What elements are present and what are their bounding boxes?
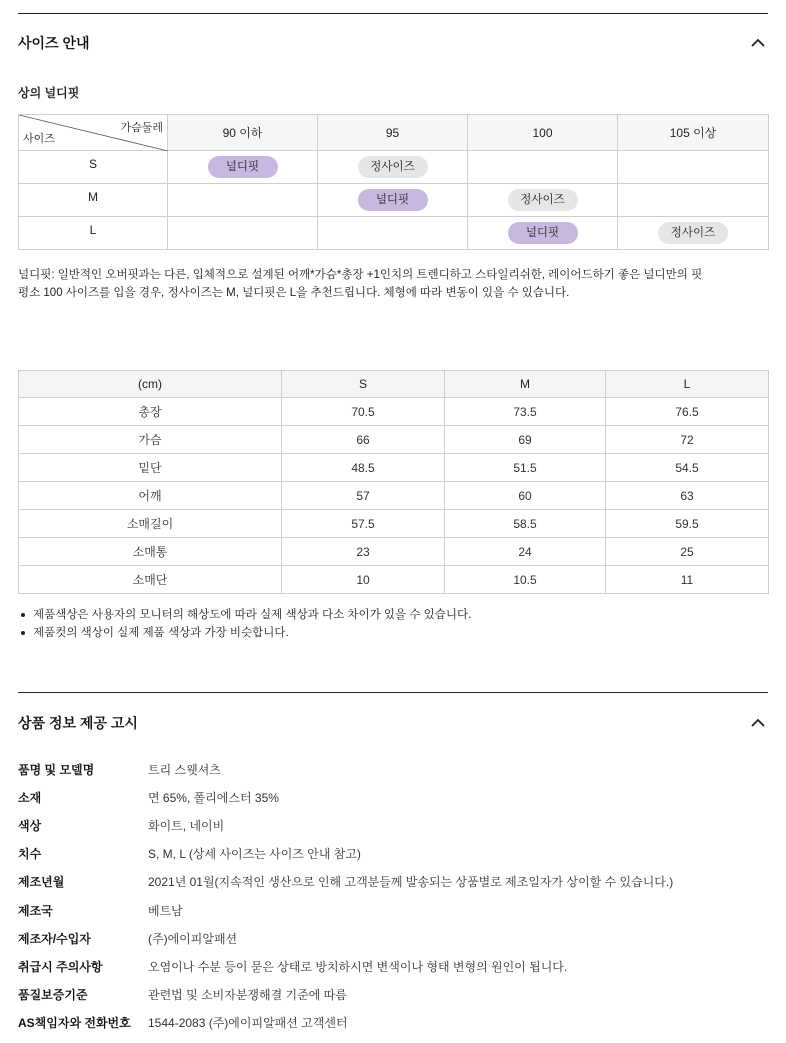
measure-label: 밑단 [19,454,282,482]
fit-col-header: 105 이상 [618,115,769,151]
info-value: (주)에이피알패션 [148,931,238,946]
table-row [19,184,769,217]
table-row [19,398,769,426]
fit-col-header: 90 이하 [168,115,318,151]
size-guide-header[interactable] [18,13,768,71]
fit-cell [468,151,618,184]
measure-col-header: L [606,371,769,398]
chevron-up-icon[interactable] [748,33,768,53]
measure-value: 48.5 [282,454,445,482]
fit-cell [468,217,618,250]
product-info-list [18,755,768,1037]
info-row [18,1009,768,1037]
info-label: AS책임자와 전화번호 [18,1016,131,1031]
measure-value: 73.5 [445,398,606,426]
fit-row-size: S [19,151,168,184]
table-row [19,217,769,250]
info-label: 소재 [18,790,42,805]
info-value: 오염이나 수분 등이 묻은 상태로 방치하시면 변색이나 형태 변형의 원인이 됩니다. [148,959,568,974]
fit-note-line1: 널디핏: 일반적인 오버핏과는 다른, 입체적으로 설계된 어깨*가슴*총장 +1인치의 트렌디하고 스타일리쉬한, 레이어드하기 좋은 널디만의 핏 [18,269,703,281]
measure-label: 가슴 [19,426,282,454]
list-item: 제품색상은 사용자의 모니터의 해상도에 따라 실제 색상과 다소 차이가 있을 수 있습니다. [18,606,768,624]
info-label: 색상 [18,818,42,833]
table-row [19,510,769,538]
info-label: 치수 [18,847,42,862]
measure-value: 51.5 [445,454,606,482]
table-row [19,566,769,594]
fit-cell [618,151,769,184]
measure-value: 25 [606,538,769,566]
fit-cell [318,151,468,184]
info-row [18,783,768,811]
fit-row-size: M [19,184,168,217]
info-value: 면 65%, 폴리에스터 35% [148,790,279,805]
info-value: 화이트, 네이비 [148,818,225,833]
info-value: 베트남 [148,903,183,918]
measure-value: 76.5 [606,398,769,426]
fit-cell [618,184,769,217]
measure-value: 60 [445,482,606,510]
measure-table [18,370,769,594]
fit-table [18,114,769,250]
measure-value: 70.5 [282,398,445,426]
info-row [18,755,768,783]
regular-size-badge: 정사이즈 [508,189,578,211]
fit-col-header: 95 [318,115,468,151]
fit-note-line2: 평소 100 사이즈를 입을 경우, 정사이즈는 M, 널디핏은 L을 추천드립니다. 체형에 따라 변동이 있을 수 있습니다. [18,287,570,299]
measure-label: 소매단 [19,566,282,594]
loose-fit-badge: 널디핏 [358,189,428,211]
fit-table-corner [19,115,168,151]
info-row [18,952,768,980]
regular-size-badge: 정사이즈 [358,156,428,178]
measure-value: 57.5 [282,510,445,538]
measure-value: 57 [282,482,445,510]
corner-chest-label: 가슴둘레 [120,122,163,134]
product-info-section [18,692,768,752]
info-value: 2021년 01월(지속적인 생산으로 인해 고객분들께 발송되는 상품별로 제조일자가 상이할 수 있습니다.) [148,875,674,890]
fit-cell [168,184,318,217]
info-value: 관련법 및 소비자분쟁해결 기준에 따름 [148,988,347,1003]
list-item: 제품컷의 색상이 실제 제품 색상과 가장 비슷합니다. [18,624,768,642]
product-info-header[interactable] [18,692,768,752]
product-info-title: 상품 정보 제공 고시 [18,714,138,731]
info-label: 제조자/수입자 [18,931,91,946]
table-row [19,482,769,510]
loose-fit-badge: 널디핏 [508,222,578,244]
measure-col-header: M [445,371,606,398]
measure-value: 10.5 [445,566,606,594]
measure-value: 11 [606,566,769,594]
info-label: 품질보증기준 [18,988,88,1003]
measure-col-header: (cm) [19,371,282,398]
measure-value: 10 [282,566,445,594]
table-row [19,151,769,184]
measure-label: 소매길이 [19,510,282,538]
measure-label: 소매통 [19,538,282,566]
info-label: 제조년월 [18,875,65,890]
measure-value: 72 [606,426,769,454]
measure-value: 54.5 [606,454,769,482]
info-label: 품명 및 모델명 [18,762,95,777]
table-row [19,538,769,566]
fit-cell [618,217,769,250]
info-row [18,811,768,839]
fit-cell [168,151,318,184]
fit-cell [318,184,468,217]
measure-label: 어깨 [19,482,282,510]
table-row [19,454,769,482]
fit-cell [168,217,318,250]
info-label: 취급시 주의사항 [18,959,103,974]
fit-cell [468,184,618,217]
measure-value: 69 [445,426,606,454]
measure-label: 총장 [19,398,282,426]
measure-value: 63 [606,482,769,510]
measure-col-header: S [282,371,445,398]
chevron-up-icon[interactable] [748,713,768,733]
loose-fit-badge: 널디핏 [208,156,278,178]
fit-row-size: L [19,217,168,250]
fit-cell [318,217,468,250]
measure-value: 59.5 [606,510,769,538]
info-row [18,981,768,1009]
measure-value: 58.5 [445,510,606,538]
regular-size-badge: 정사이즈 [658,222,728,244]
info-value: 트리 스웻셔츠 [148,762,221,777]
fit-col-header: 100 [468,115,618,151]
table-row [19,426,769,454]
measure-value: 23 [282,538,445,566]
measure-value: 24 [445,538,606,566]
info-value: S, M, L (상세 사이즈는 사이즈 안내 참고) [148,847,361,862]
info-value: 1544-2083 (주)에이피알패션 고객센터 [148,1016,348,1031]
info-row [18,924,768,952]
fit-subtitle: 상의 널디핏 [18,86,80,100]
color-notice-list [18,606,768,642]
info-row [18,840,768,868]
size-guide-section [18,13,768,71]
measure-value: 66 [282,426,445,454]
info-label: 제조국 [18,903,53,918]
info-row [18,896,768,924]
corner-size-label: 사이즈 [23,133,55,145]
info-row [18,868,768,896]
size-guide-title: 사이즈 안내 [18,34,90,51]
